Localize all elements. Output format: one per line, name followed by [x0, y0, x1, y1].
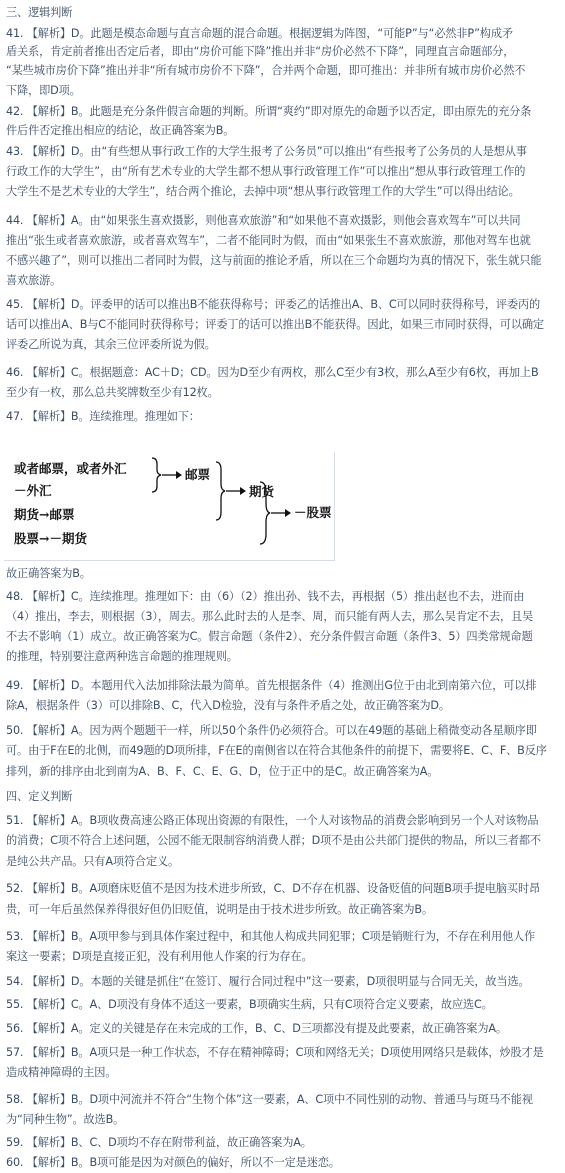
text-line: 的消费；C项不符合上述问题，公园不能无限制容纳消费人群；D项不是由公共部门提供的物品，所以三者都不 — [6, 834, 541, 847]
text-line: 48. 【解析】C。连续推理。推理如下：由（6）（2）推出孙、钱不去，再根据（5）推出赵也不去，进而由 — [6, 590, 525, 603]
text-line: 大学生不是艺术专业的大学生”，结合两个推论，去掉中项“想从事行政管理工作的大学生”可以得出结论。 — [6, 185, 520, 198]
text-line: 55. 【解析】C。A、D项没有身体不适这一要素，B项确实生病，只有C项符合定义要素，故应选C。 — [6, 998, 493, 1011]
text-line: 57. 【解析】B。A项只是一种工作状态，不存在精神障碍；C项和网络无关；D项使用网络只是载体，炒股才是 — [6, 1046, 544, 1059]
section-heading-definition: 四、定义判断 — [6, 790, 73, 803]
text-line: 为“同种生物”。故选B。 — [6, 1113, 125, 1126]
text-line: 贵，可一年后虽然保养得很好但仍旧贬值，说明是由于技术进步所致。故正确答案为B。 — [6, 903, 433, 916]
text-line: 45. 【解析】D。评委甲的话可以推出B不能获得称号；评委乙的话推出A、B、C可以同时获得称号，评委丙的 — [6, 298, 541, 311]
text-line: 排列，新的排序由北到南为A、B、F、C、E、G、D，位于正中的是C。故正确答案为A。 — [6, 765, 439, 778]
text-line: 盾关系，肯定前者推出否定后者，即由“房价可能下降”推出并非“房价必然不下降”，同理直言命题部分， — [6, 45, 515, 58]
arrowhead-1 — [176, 471, 182, 479]
text-line: 是纯公共产品。只有A项符合定义。 — [6, 855, 180, 868]
text-line: 52. 【解析】B。A项磨床贬值不是因为技术进步所致，C、D不存在机器、设备贬值的问题B项手提电脑买时昂 — [6, 882, 541, 895]
text-line: 46. 【解析】C。根据题意：AC＋D；CD。因为D至少有两枚，那么C至少有3枚，那么A至少有6枚，再加上B — [6, 366, 539, 379]
text-line: 行政工作的大学生”，由“所有艺术专业的大学生都不想从事行政管理工作”可以推出“想从事行政管理工作的 — [6, 165, 526, 178]
intermediate-stamp: 邮票 — [185, 467, 211, 482]
text-line: 54. 【解析】D。本题的关键是抓住“在签订、履行合同过程中”这一要素，D项很明显与合同无关，故当选。 — [6, 975, 530, 988]
brace-2 — [216, 462, 225, 520]
text-line: 不去不影响（1）成立。故正确答案为C。假言命题（条件2）、充分条件假言命题（条件3、5）四类常规命题 — [6, 630, 533, 643]
text-line: 50. 【解析】A。因为两个题题干一样，所以50个条件仍必须符合。可以在49题的基础上稍微变动各星顺序即 — [6, 724, 537, 737]
intermediate-futures: 期货 — [249, 484, 275, 499]
text-line: 下降，即D项。 — [6, 84, 81, 97]
text-line: 44. 【解析】A。由“如果张生喜欢摄影，则他喜欢旅游”和“如果他不喜欢摄影，则他会喜欢驾车”可以共同 — [6, 214, 521, 227]
premise-stamp-or-forex: 或者邮票，或者外汇 — [14, 461, 127, 476]
text-line: 案这一要素；D项是直接正犯，没有利用他人作案的行为存在。 — [6, 950, 313, 963]
text-line: （4）推出，李去，则根据（3），周去。那么此时去的人是李、周，而只能有两人去，那么吴肯定不去，且吴 — [6, 610, 534, 623]
text-line: 51. 【解析】A。B项收费高速公路正体现出资源的有限性，一个人对该物品的消费会影响到另一个人对该物品 — [6, 814, 539, 827]
text-line: 造成精神障碍的主因。 — [6, 1066, 117, 1079]
text-line: 53. 【解析】B。A项甲参与到具体作案过程中，和其他人构成共同犯罪；C项是销赃行为，不存在利用他人作 — [6, 930, 536, 943]
text-line: 41. 【解析】D。此题是模态命题与直言命题的混合命题。根据逻辑为阵图，“可能P”与“必然非P”构成矛 — [6, 27, 513, 40]
text-line: 49. 【解析】D。本题用代入法加排除法最为简单。首先根据条件（4）推测出G位于由北到南第六位，可以排 — [6, 679, 537, 692]
text-line: 话可以推出A、B与C不能同时获得称号；评委丁的话可以推出B不能获得。因此，如果三市同时获得，可以确定 — [6, 318, 544, 331]
reasoning-diagram — [4, 452, 335, 561]
premise-futures-stamp: 期货→邮票 — [14, 507, 75, 522]
text-line: 60. 【解析】B。B项可能是因为对颜色的偏好，所以不一定是迷恋。 — [6, 1156, 340, 1169]
text-line: 除A，根据条件（3）可以排除B、C，代入D检验，没有与条件矛盾之处，故正确答案为D。 — [6, 699, 450, 712]
text-line: 可。由于F在E的北侧，而49题的D项所排，F在E的南侧省以在符合其他条件的前提下，需要将E、C、F、B反序 — [6, 744, 547, 757]
text-line: 58. 【解析】B。D项中河流并不符合“生物个体”这一要素，A、C项中不同性别的动物、普通马与斑马不能视 — [6, 1093, 533, 1106]
brace-1 — [152, 458, 161, 492]
text-line: 42. 【解析】B。此题是充分条件假言命题的判断。所谓“爽约”即对原先的命题予以否定，即由原先的充分条 — [6, 105, 532, 118]
text-line: 推出“张生或者喜欢旅游，或者喜欢驾车”，二者不能同时为假，而由“如果张生不喜欢旅游，那他对驾车也就 — [6, 234, 531, 247]
premise-stock-not-futures: 股票→－期货 — [14, 531, 87, 546]
text-line: 至少有一枚，那么总共奖牌数至少有12枚。 — [6, 386, 219, 399]
arrowhead-3 — [285, 509, 291, 517]
conclusion-not-stock: －股票 — [294, 505, 332, 520]
text-line: 43. 【解析】D。由“有些想从事行政工作的大学生报考了公务员”可以推出“有些报考了公务员的人是想从事 — [6, 145, 527, 158]
text-line: 故正确答案为B。 — [6, 567, 91, 580]
text-line: 评委乙所说为真，其余三位评委所说为假。 — [6, 338, 216, 351]
text-line: 47. 【解析】B。连续推理。推理如下： — [6, 410, 200, 423]
text-line: “某些城市房价下降”推出并非“所有城市房价不下降”，合并两个命题，即可推出：并非所有城市房价必然不 — [6, 64, 526, 77]
text-line: 不感兴趣了”，则可以推出二者同时为假，这与前面的推论矛盾，所以在三个命题均为真的情况下，张生就只能 — [6, 254, 542, 267]
premise-not-forex: －外汇 — [14, 483, 52, 498]
text-line: 59. 【解析】B、C、D项均不存在附带利益，故正确答案为A。 — [6, 1136, 312, 1149]
text-line: 的推理，特别要注意两种选言命题的推理规则。 — [6, 650, 238, 663]
text-line: 56. 【解析】A。定义的关键是存在未完成的工作，B、C、D三项都没有提及此要素，故正确答案为A。 — [6, 1022, 507, 1035]
text-line: 件后件否定推出相应的结论，故正确答案为B。 — [6, 124, 235, 137]
section-heading-logic: 三、逻辑判断 — [6, 6, 73, 19]
text-line: 喜欢旅游。 — [6, 274, 62, 287]
arrowhead-2 — [240, 487, 246, 495]
